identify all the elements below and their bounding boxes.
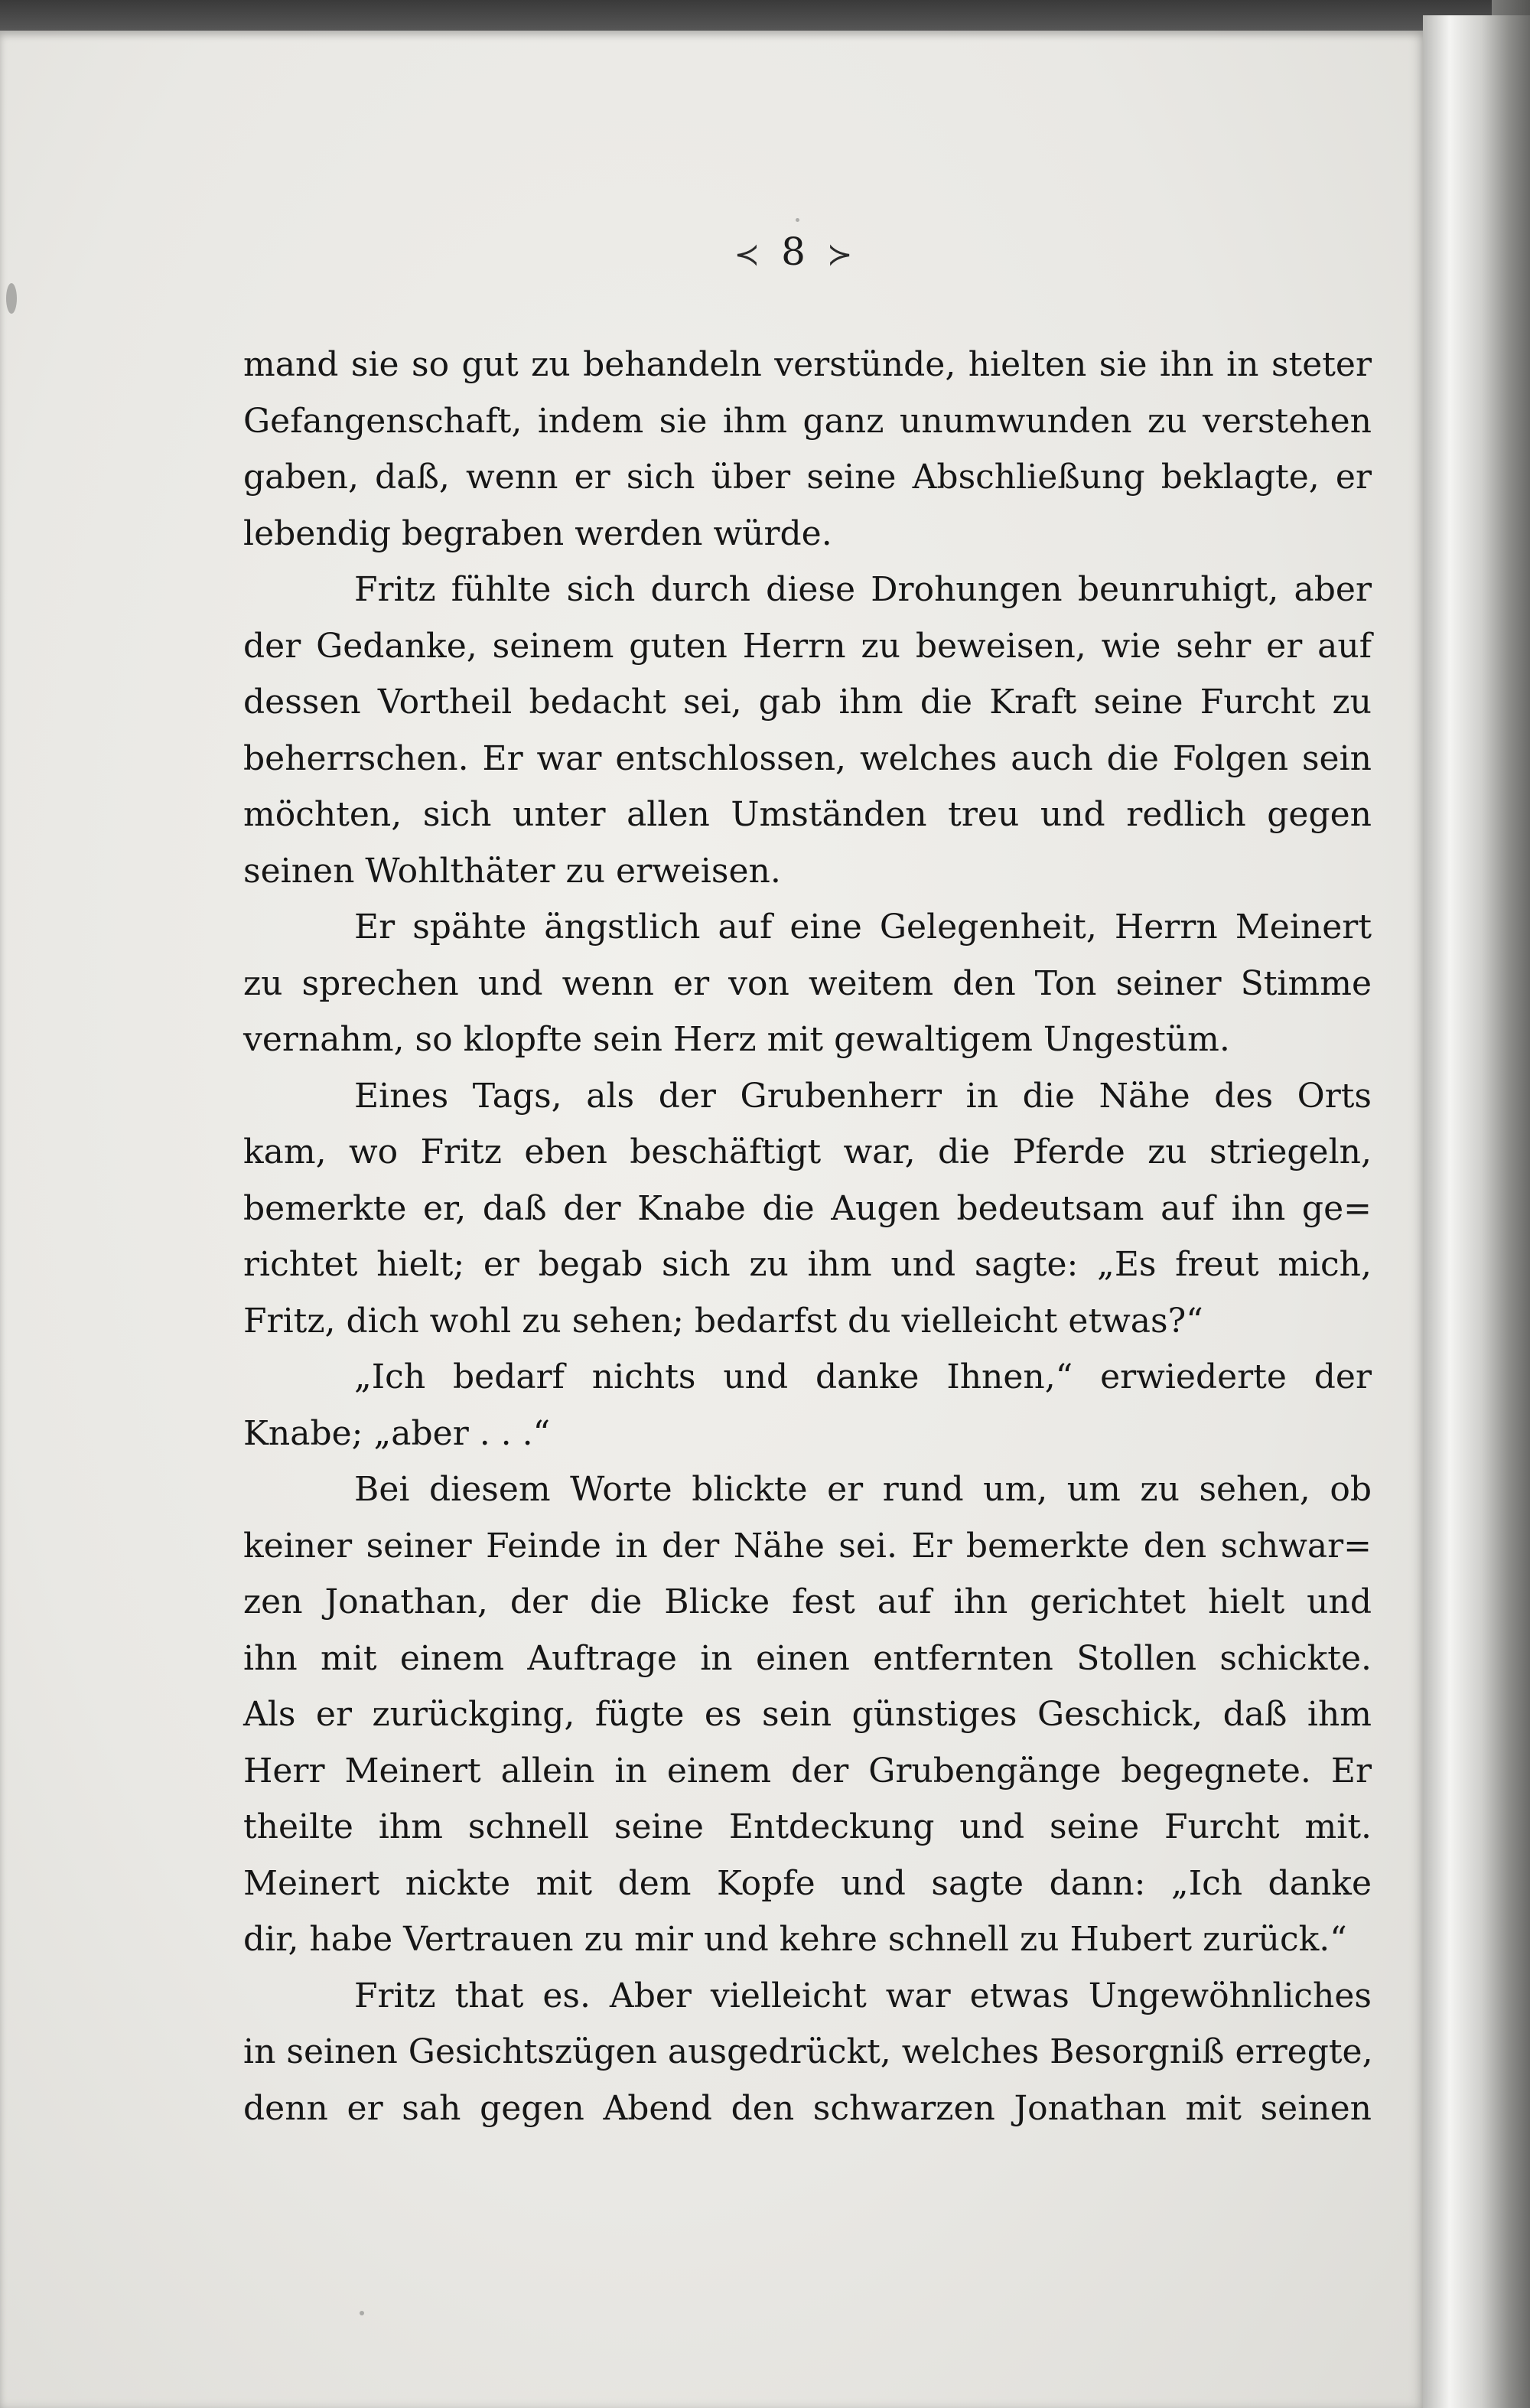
paper-speck [360,2311,364,2315]
text-line: vernahm, so klopfte sein Herz mit gewaltigem Ungestüm. [243,1020,1230,1059]
paper-speck [796,218,799,222]
text-line: keiner seiner Feinde in der Nähe sei. Er bemerkte den schwar= [243,1526,1372,1566]
paper-speck [6,283,17,314]
text-line: Als er zurückging, fügte es sein günstiges Geschick, daß ihm [243,1695,1372,1734]
text-line: Gefangenschaft, indem sie ihm ganz unumwunden zu verstehen [243,401,1372,441]
text-line: beherrschen. Er war entschlossen, welches auch die Folgen sein [243,738,1372,778]
text-line: in seinen Gesichtszügen ausgedrückt, welches Besorgniß erregte, [243,2032,1373,2071]
text-line: denn er sah gegen Abend den schwarzen Jonathan mit seinen [243,2088,1372,2128]
body-text [243,337,1372,2136]
ornament-right-icon: ≻ [826,237,858,272]
text-line: bemerkte er, daß der Knabe die Augen bedeutsam auf ihn ge= [243,1188,1372,1228]
text-line: lebendig begraben werden würde. [243,513,832,553]
text-line: richtet hielt; er begab sich zu ihm und sagte: „Es freut mich, [243,1245,1372,1284]
page-number-header [0,230,1530,274]
text-line: Meinert nickte mit dem Kopfe und sagte dann: „Ich danke [243,1863,1372,1903]
text-line: Herr Meinert allein in einem der Grubengänge begegnete. Er [243,1751,1372,1791]
text-line: mand sie so gut zu behandeln verstünde, hielten sie ihn in steter [243,345,1372,384]
text-line: kam, wo Fritz eben beschäftigt war, die Pferde zu striegeln, [243,1132,1372,1171]
text-line: „Ich bedarf nichts und danke Ihnen,“ erwiederte der [354,1357,1372,1396]
text-line: zen Jonathan, der die Blicke fest auf ihn gerichtet hielt und [243,1582,1372,1621]
text-line: möchten, sich unter allen Umständen treu und redlich gegen [243,795,1372,834]
text-line: dessen Vortheil bedacht sei, gab ihm die Kraft seine Furcht zu [243,683,1372,722]
text-line: theilte ihm schnell seine Entdeckung und seine Furcht mit. [243,1807,1372,1846]
text-line: Fritz, dich wohl zu sehen; bedarfst du vielleicht etwas?“ [243,1301,1203,1341]
text-line: ihn mit einem Auftrage in einen entfernten Stollen schickte. [243,1638,1372,1678]
page-fold-shadow [1423,15,1530,2408]
text-line: Bei diesem Worte blickte er rund um, um zu sehen, ob [354,1470,1372,1509]
text-line: Knabe; „aber . . .“ [243,1413,551,1453]
page-number: 8 [781,230,810,274]
text-line: Fritz that es. Aber vielleicht war etwas Ungewöhnliches [354,1976,1372,2015]
text-line: der Gedanke, seinem guten Herrn zu beweisen, wie sehr er auf [243,626,1372,666]
text-line: Er spähte ängstlich auf eine Gelegenheit, Herrn Meinert [354,907,1372,947]
text-line: zu sprechen und wenn er von weitem den Ton seiner Stimme [243,963,1372,1003]
text-line: gaben, daß, wenn er sich über seine Abschließung beklagte, er [243,458,1372,497]
ornament-left-icon: ≺ [734,237,765,272]
text-line: Eines Tags, als der Grubenherr in die Nähe des Orts [354,1076,1372,1116]
text-line: Fritz fühlte sich durch diese Drohungen beunruhigt, aber [354,570,1372,609]
text-line: dir, habe Vertrauen zu mir und kehre schnell zu Hubert zurück.“ [243,1920,1347,1959]
text-line: seinen Wohlthäter zu erweisen. [243,851,781,891]
